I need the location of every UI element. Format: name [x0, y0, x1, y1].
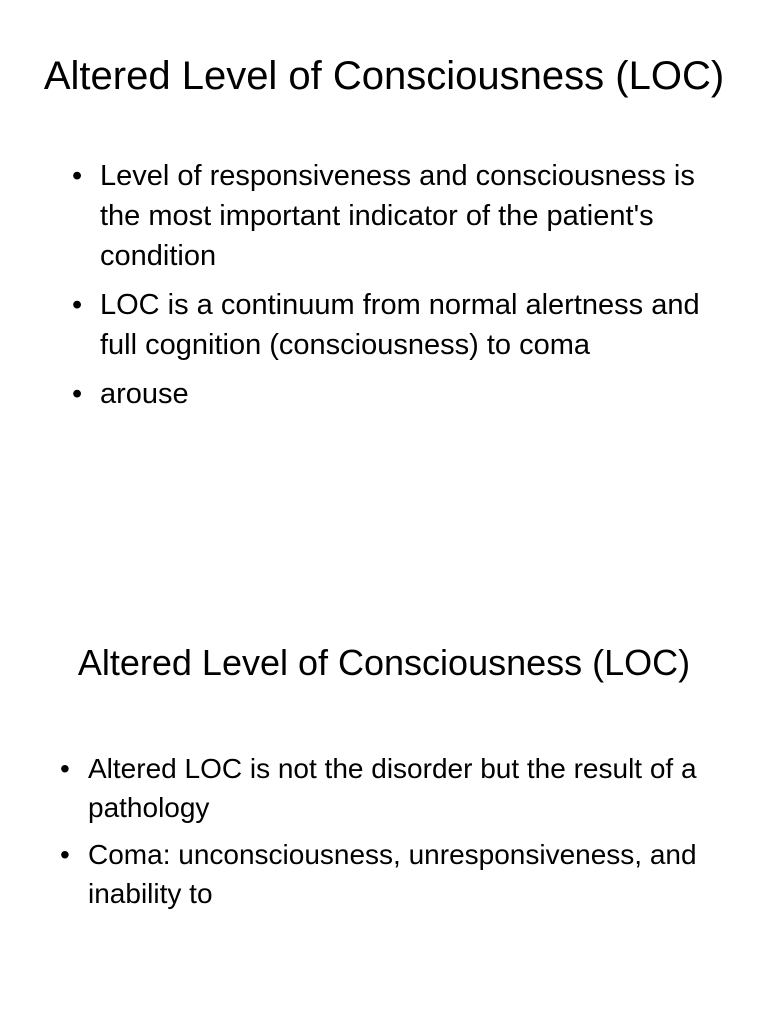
slide-title: Altered Level of Consciousness (LOC) — [77, 642, 691, 683]
bullet-list — [72, 156, 712, 423]
slide-title: Altered Level of Consciousness (LOC) — [43, 54, 725, 98]
bullet-text: arouse — [100, 378, 189, 410]
bullet-item — [72, 285, 712, 365]
slide-2 — [0, 520, 768, 1024]
bullet-icon: • — [60, 839, 70, 870]
bullet-item — [72, 156, 712, 276]
bullet-text: Level of responsiveness and consciousness is the most important indicator of the patient's condition — [100, 160, 695, 272]
bullet-list — [60, 749, 720, 921]
bullet-item — [72, 374, 712, 414]
bullet-text: LOC is a continuum from normal alertness and full cognition (consciousness) to coma — [100, 289, 700, 361]
bullet-icon: • — [72, 378, 83, 410]
bullet-item — [60, 835, 720, 913]
bullet-text: Coma: unconsciousness, unresponsiveness, and inability to — [88, 839, 697, 909]
bullet-icon: • — [60, 753, 70, 784]
bullet-icon: • — [72, 289, 83, 321]
bullet-item — [60, 749, 720, 827]
bullet-icon: • — [72, 160, 83, 192]
bullet-text: Altered LOC is not the disorder but the result of a pathology — [88, 753, 697, 823]
